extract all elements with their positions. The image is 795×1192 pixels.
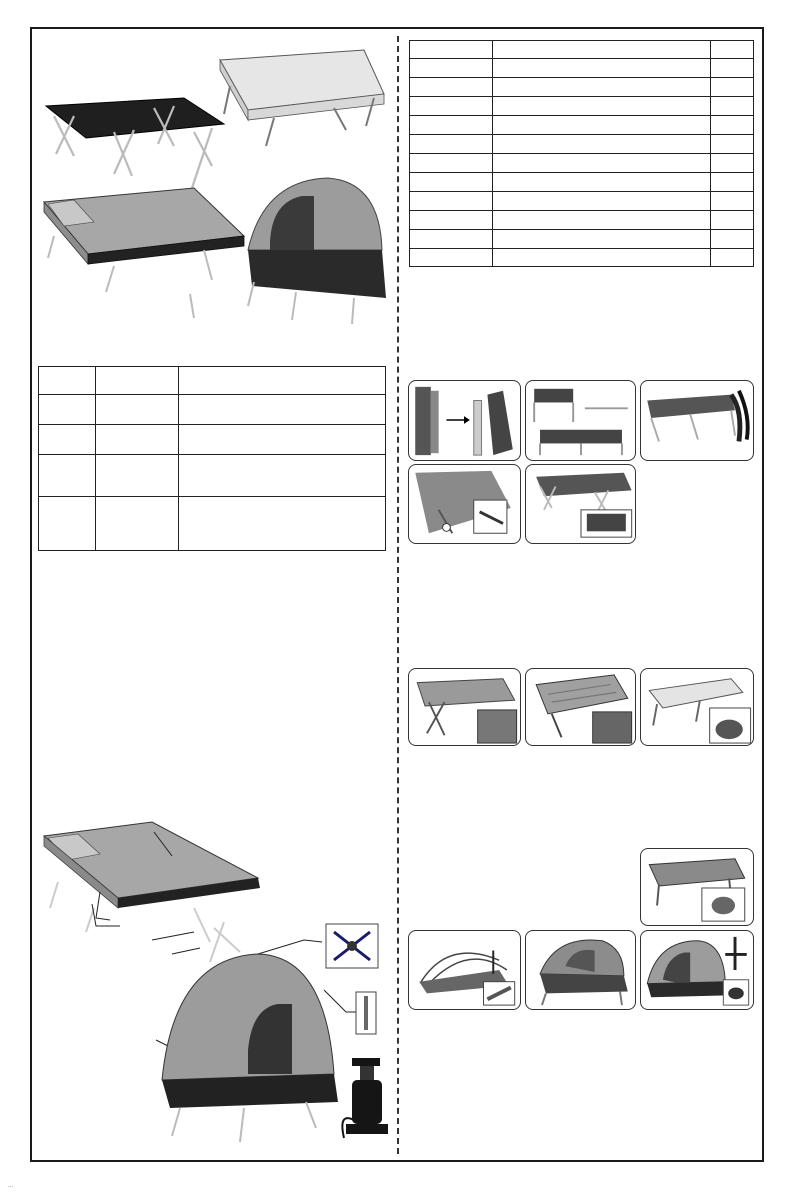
hand-pump-icon bbox=[342, 1058, 388, 1138]
fabric-attach-icon bbox=[641, 381, 753, 460]
cot-with-mattress-icon bbox=[220, 50, 384, 146]
exploded-cot-tent-icon bbox=[44, 822, 356, 1142]
pole-hub-icon bbox=[326, 924, 378, 968]
column-divider bbox=[397, 36, 399, 1154]
step-tent-poles bbox=[408, 930, 521, 1010]
mattress-on-cot-icon bbox=[526, 669, 635, 745]
cot-with-tent-icon bbox=[248, 178, 386, 324]
right-spec-table bbox=[409, 40, 754, 267]
left-spec-table bbox=[38, 366, 386, 551]
step-corner-lock bbox=[408, 464, 521, 544]
corner-lock-icon bbox=[409, 465, 520, 543]
product-variants-illustration bbox=[34, 36, 390, 326]
step-bag-on-cot bbox=[408, 668, 521, 746]
parts-diagram bbox=[34, 812, 390, 1152]
step-fabric-attach bbox=[640, 380, 754, 461]
pole-joint-icon bbox=[356, 992, 376, 1034]
step-cot-complete bbox=[525, 464, 636, 544]
step-frame-spread bbox=[525, 380, 636, 461]
cot-buckle-icon bbox=[641, 849, 753, 925]
frame-spread-icon bbox=[526, 381, 635, 460]
cot-complete-icon bbox=[526, 465, 635, 543]
step-cot-buckle bbox=[640, 848, 754, 926]
step-leg-unfold bbox=[408, 380, 521, 461]
bag-on-cot-icon bbox=[409, 669, 520, 745]
cot-with-sleeping-bag-icon bbox=[44, 188, 244, 318]
mattress-inflate-icon bbox=[641, 669, 753, 745]
folding-cot-icon bbox=[46, 98, 224, 188]
step-mattress-inflate bbox=[640, 668, 754, 746]
tent-cover-icon bbox=[526, 931, 635, 1009]
tent-poles-icon bbox=[409, 931, 520, 1009]
leg-unfold-icon bbox=[409, 381, 520, 460]
tent-finished-icon bbox=[641, 931, 753, 1009]
step-mattress-on-cot bbox=[525, 668, 636, 746]
footer-mark: ... bbox=[8, 1183, 14, 1189]
step-tent-finished bbox=[640, 930, 754, 1010]
step-tent-cover bbox=[525, 930, 636, 1010]
